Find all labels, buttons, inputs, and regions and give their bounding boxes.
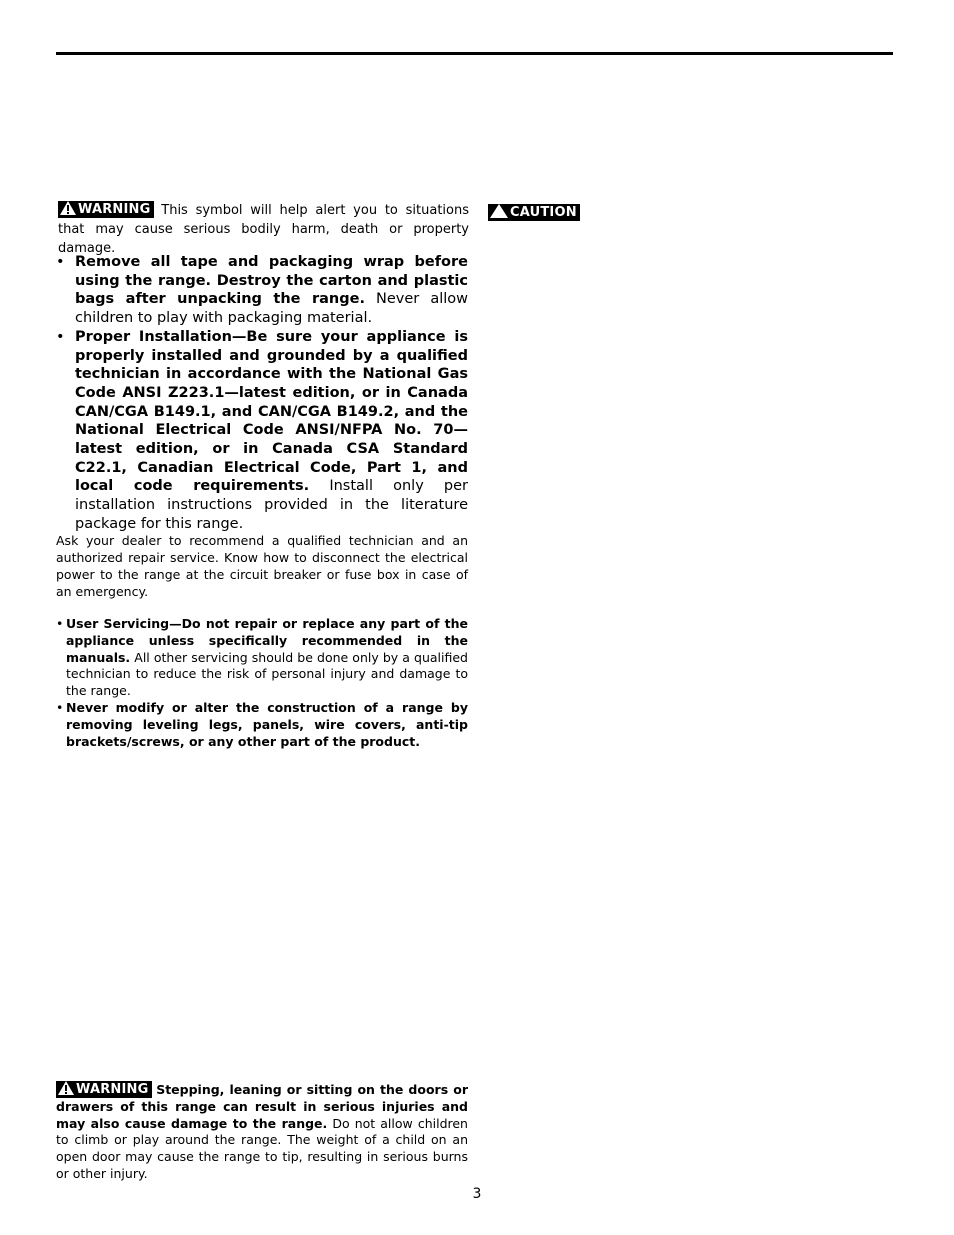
- service-bullet-list: [56, 616, 468, 750]
- bullet-bold-text: Remove all tape and packaging wrap before using the range. Destroy the carton and plastic bags after unpacking the range.: [75, 254, 468, 308]
- bullet-bold-text: Proper Installation—Be sure your appliance is properly installed and grounded by a qualified technician in accordance with the National Gas Code ANSI Z223.1—latest edition, or in Canada CAN/CGA B149.1, and CAN/CGA B149.2, and the National Electrical Code ANSI/NFPA No. 70—latest edition, or in Canada CSA Standard C22.1, Canadian Electrical Code, Part 1, and local code requirements.: [75, 328, 468, 495]
- warning-intro-text: This symbol will help alert you to situations that may cause serious bodily harm, death or property damage.: [58, 203, 469, 256]
- ask-dealer-paragraph: Ask your dealer to recommend a qualified technician and an authorized repair service. Know how to disconnect the electrical power to the range at the circuit breaker or fuse box in case of an emergency.: [56, 533, 468, 599]
- bullet-dot-icon: •: [56, 699, 64, 715]
- list-item: [56, 328, 468, 534]
- caution-badge-wrap: [488, 202, 580, 221]
- main-bullet-list: [56, 253, 468, 534]
- bullet-text: All other servicing should be done only by a qualified technician to reduce the risk of personal injury and damage to the range.: [66, 649, 468, 699]
- warning-badge: [56, 1081, 152, 1098]
- warning-badge-label: WARNING: [78, 202, 151, 217]
- bullet-text: Install only per installation instructions provided in the literature package for this range.: [75, 478, 468, 532]
- warning-doors-text: Do not allow children to climb or play around the range. The weight of a child on an open door may cause the range to tip, resulting in serious burns or other injury.: [56, 1115, 468, 1181]
- bullet-dot-icon: •: [56, 328, 65, 345]
- warning-badge: [58, 201, 154, 218]
- bullet-bold-text: Never modify or alter the construction of a range by removing leveling legs, panels, wire covers, anti-tip brackets/screws, or any other part of the product.: [66, 699, 468, 749]
- list-item: [56, 616, 468, 700]
- list-item: [56, 253, 468, 328]
- bullet-dot-icon: •: [56, 254, 65, 270]
- warning-intro: [58, 201, 469, 258]
- page-number: 3: [472, 1186, 482, 1202]
- top-rule: [56, 52, 893, 55]
- caution-badge: [488, 204, 580, 221]
- warning-doors-bold-text: Stepping, leaning or sitting on the doors or drawers of this range can result in serious injuries and may also cause damage to the range.: [56, 1082, 468, 1131]
- caution-badge-label: CAUTION: [510, 205, 577, 220]
- warning-triangle-icon: [58, 1081, 74, 1095]
- warning-triangle-icon: [60, 201, 76, 215]
- list-item: [56, 700, 468, 750]
- caution-triangle-icon: [490, 204, 508, 218]
- warning-doors: [56, 1081, 468, 1183]
- bullet-bold-text: User Servicing—Do not repair or replace any part of the appliance unless specifically recommended in the manuals.: [66, 616, 468, 665]
- bullet-text: Never allow children to play with packaging material.: [75, 291, 468, 327]
- bullet-dot-icon: •: [56, 616, 64, 631]
- warning-badge-label: WARNING: [76, 1082, 149, 1097]
